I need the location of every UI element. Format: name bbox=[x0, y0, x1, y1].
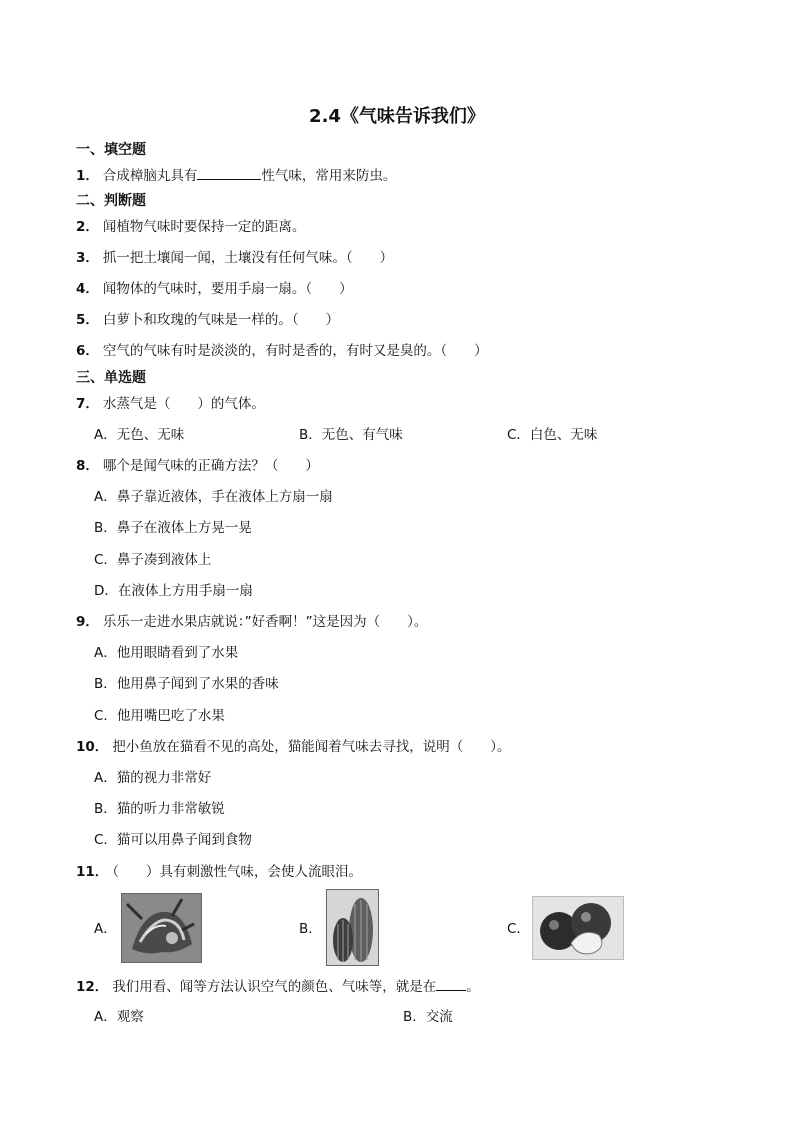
cactus-image[interactable] bbox=[326, 889, 379, 966]
option-d[interactable]: D．在液体上方用手扇一扇 bbox=[94, 583, 253, 599]
fruit-photo-icon bbox=[533, 897, 623, 959]
question-4 bbox=[76, 279, 353, 299]
answer-blank[interactable] bbox=[197, 165, 261, 180]
question-text: 合成樟脑丸具有 bbox=[102, 168, 198, 184]
answer-blank[interactable] bbox=[436, 976, 466, 991]
option-c[interactable]: C．他用嘴巴吃了水果 bbox=[94, 708, 225, 724]
section-single-choice: 三、单选题 bbox=[76, 370, 146, 386]
option-a[interactable]: A．他用眼睛看到了水果 bbox=[94, 645, 239, 661]
question-10 bbox=[76, 737, 511, 757]
question-text: （ ）具有刺激性气味，会使人流眼泪。 bbox=[112, 864, 363, 880]
option-b[interactable]: B．鼻子在液体上方晃一晃 bbox=[94, 520, 252, 536]
option-b[interactable]: B．他用鼻子闻到了水果的香味 bbox=[94, 676, 279, 692]
question-number: 7． bbox=[76, 396, 99, 412]
question-number: 5． bbox=[76, 312, 99, 328]
question-2 bbox=[76, 217, 305, 237]
onion-photo-icon bbox=[122, 894, 201, 962]
question-text: 空气的气味有时是淡淡的，有时是香的，有时又是臭的。（ ） bbox=[102, 343, 488, 359]
question-6 bbox=[76, 341, 488, 361]
question-9 bbox=[76, 612, 427, 632]
section-true-false: 二、判断题 bbox=[76, 193, 146, 209]
question-text: 乐乐一走进水果店就说：”好香啊！”这是因为（ ）。 bbox=[102, 614, 428, 630]
question-text: 闻物体的气味时，要用手扇一扇。（ ） bbox=[102, 281, 353, 297]
question-text: 哪个是闻气味的正确方法？（ ） bbox=[102, 458, 319, 474]
fruit-image[interactable] bbox=[532, 896, 624, 960]
cactus-photo-icon bbox=[327, 890, 378, 965]
question-text: 。 bbox=[466, 979, 480, 995]
question-number: 2． bbox=[76, 219, 99, 235]
question-number: 3． bbox=[76, 250, 99, 266]
question-number: 6． bbox=[76, 343, 99, 359]
question-text: 把小鱼放在猫看不见的高处，猫能闻着气味去寻找，说明（ ）。 bbox=[112, 739, 511, 755]
option-a[interactable]: A．鼻子靠近液体，手在液体上方扇一扇 bbox=[94, 489, 333, 505]
option-a[interactable]: A．猫的视力非常好 bbox=[94, 770, 212, 786]
question-text: 水蒸气是（ ）的气体。 bbox=[102, 396, 265, 412]
question-number: 9． bbox=[76, 614, 99, 630]
question-1 bbox=[76, 165, 396, 186]
option-a[interactable]: A． bbox=[94, 921, 117, 937]
option-c[interactable]: C． bbox=[507, 921, 530, 937]
question-8 bbox=[76, 456, 319, 476]
option-c[interactable]: C．猫可以用鼻子闻到食物 bbox=[94, 832, 252, 848]
option-b[interactable]: B．无色、有气味 bbox=[299, 427, 403, 443]
question-text: 白萝卜和玫瑰的气味是一样的。（ ） bbox=[102, 312, 340, 328]
question-text: 闻植物气味时要保持一定的距离。 bbox=[102, 219, 306, 235]
option-a[interactable]: A．观察 bbox=[94, 1009, 144, 1025]
question-12 bbox=[76, 976, 480, 997]
question-3 bbox=[76, 248, 393, 268]
onion-image[interactable] bbox=[121, 893, 202, 963]
question-number: 11． bbox=[76, 864, 109, 880]
option-c[interactable]: C．白色、无味 bbox=[507, 427, 598, 443]
section-fill-blank: 一、填空题 bbox=[76, 142, 146, 158]
question-text: 抓一把土壤闻一闻，土壤没有任何气味。（ ） bbox=[102, 250, 394, 266]
option-b[interactable]: B． bbox=[299, 921, 322, 937]
question-7 bbox=[76, 394, 265, 414]
question-number: 12． bbox=[76, 979, 109, 995]
question-number: 1． bbox=[76, 168, 99, 184]
question-5 bbox=[76, 310, 339, 330]
page-title: 2.4《气味告诉我们》 bbox=[309, 106, 485, 127]
option-c[interactable]: C．鼻子凑到液体上 bbox=[94, 552, 212, 568]
question-number: 8． bbox=[76, 458, 99, 474]
question-number: 10． bbox=[76, 739, 109, 755]
option-b[interactable]: B．猫的听力非常敏锐 bbox=[94, 801, 225, 817]
question-number: 4． bbox=[76, 281, 99, 297]
question-text: 性气味，常用来防虫。 bbox=[261, 168, 397, 184]
question-text: 我们用看、闻等方法认识空气的颜色、气味等，就是在 bbox=[112, 979, 437, 995]
option-b[interactable]: B．交流 bbox=[403, 1009, 453, 1025]
question-11 bbox=[76, 862, 362, 882]
option-a[interactable]: A．无色、无味 bbox=[94, 427, 185, 443]
